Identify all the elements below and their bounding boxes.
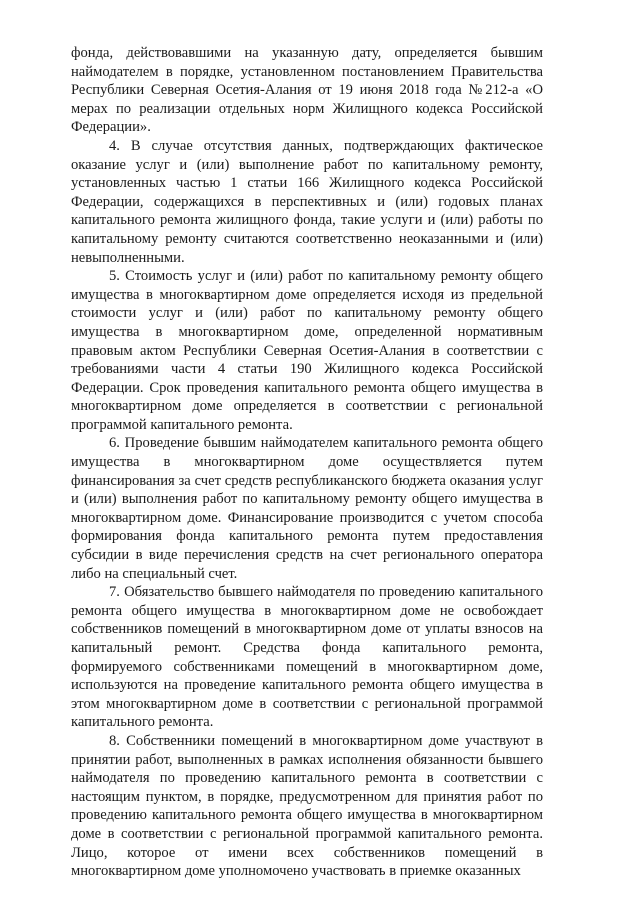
paragraph-item-8: 8. Собственники помещений в многоквартирном доме участвуют в принятии работ, выполненных в рамках исполнения обязанности бывшего наймодателя по проведению капитального ремонта в соответствии с настоящим пунктом, в порядке, предусмотренном для принятия работ по проведению капитального ремонта общего имущества в многоквартирном доме в соответствии с региональной программой капитального ремонта. Лицо, которое от имени всех собственников помещений в многоквартирном доме уполномочено участвовать в приемке оказанных [71,732,543,880]
paragraph-item-6: 6. Проведение бывшим наймодателем капитального ремонта общего имущества в многоквартирном доме осуществляется путем финансирования за счет средств республиканского бюджета оказания услуг и (или) выполнения работ по капитальному ремонту общего имущества в многоквартирном доме. Финансирование производится с учетом способа формирования фонда капитального ремонта путем предоставления субсидии в виде перечисления средств на счет регионального оператора либо на специальный счет. [71,435,543,582]
paragraph-item-4: 4. В случае отсутствия данных, подтверждающих фактическое оказание услуг и (или) выполнение работ по капитальному ремонту, установленных частью 1 статьи 166 Жилищного кодекса Российской Федерации, содержащихся в перспективных и (или) годовых планах капитального ремонта жилищного фонда, такие услуги и (или) работы по капитальному ремонту считаются соответственно неоказанными и (или) невыполненными. [71,137,543,266]
paragraph-continuation: фонда, действовавшими на указанную дату, определяется бывшим наймодателем в порядке, установленном постановлением Правительства Республики Северная Осетия-Алания от 19 июня 2018 года №212-а «О мерах по реализации отдельных норм Жилищного кодекса Российской Федерации». [71,45,543,136]
paragraph-item-7: 7. Обязательство бывшего наймодателя по проведению капитального ремонта общего имущества в многоквартирном доме не освобождает собственников помещений в многоквартирном доме от уплаты взносов на капитальный ремонт. Средства фонда капитального ремонта, формируемого собственниками помещений в многоквартирном доме, используются на проведение капитального ремонта общего имущества в этом многоквартирном доме в соответствии с региональной программой капитального ремонта. [71,584,543,731]
document-page [71,44,543,881]
paragraph-item-5: 5. Стоимость услуг и (или) работ по капитальному ремонту общего имущества в многоквартирном доме определяется исходя из предельной стоимости услуг и (или) работ по капитальному ремонту общего имущества в многоквартирном доме, определенной нормативным правовым актом Республики Северная Осетия-Алания в соответствии с требованиями части 4 статьи 190 Жилищного кодекса Российской Федерации. Срок проведения капитального ремонта общего имущества в многоквартирном доме определяется в соответствии с региональной программой капитального ремонта. [71,268,543,433]
